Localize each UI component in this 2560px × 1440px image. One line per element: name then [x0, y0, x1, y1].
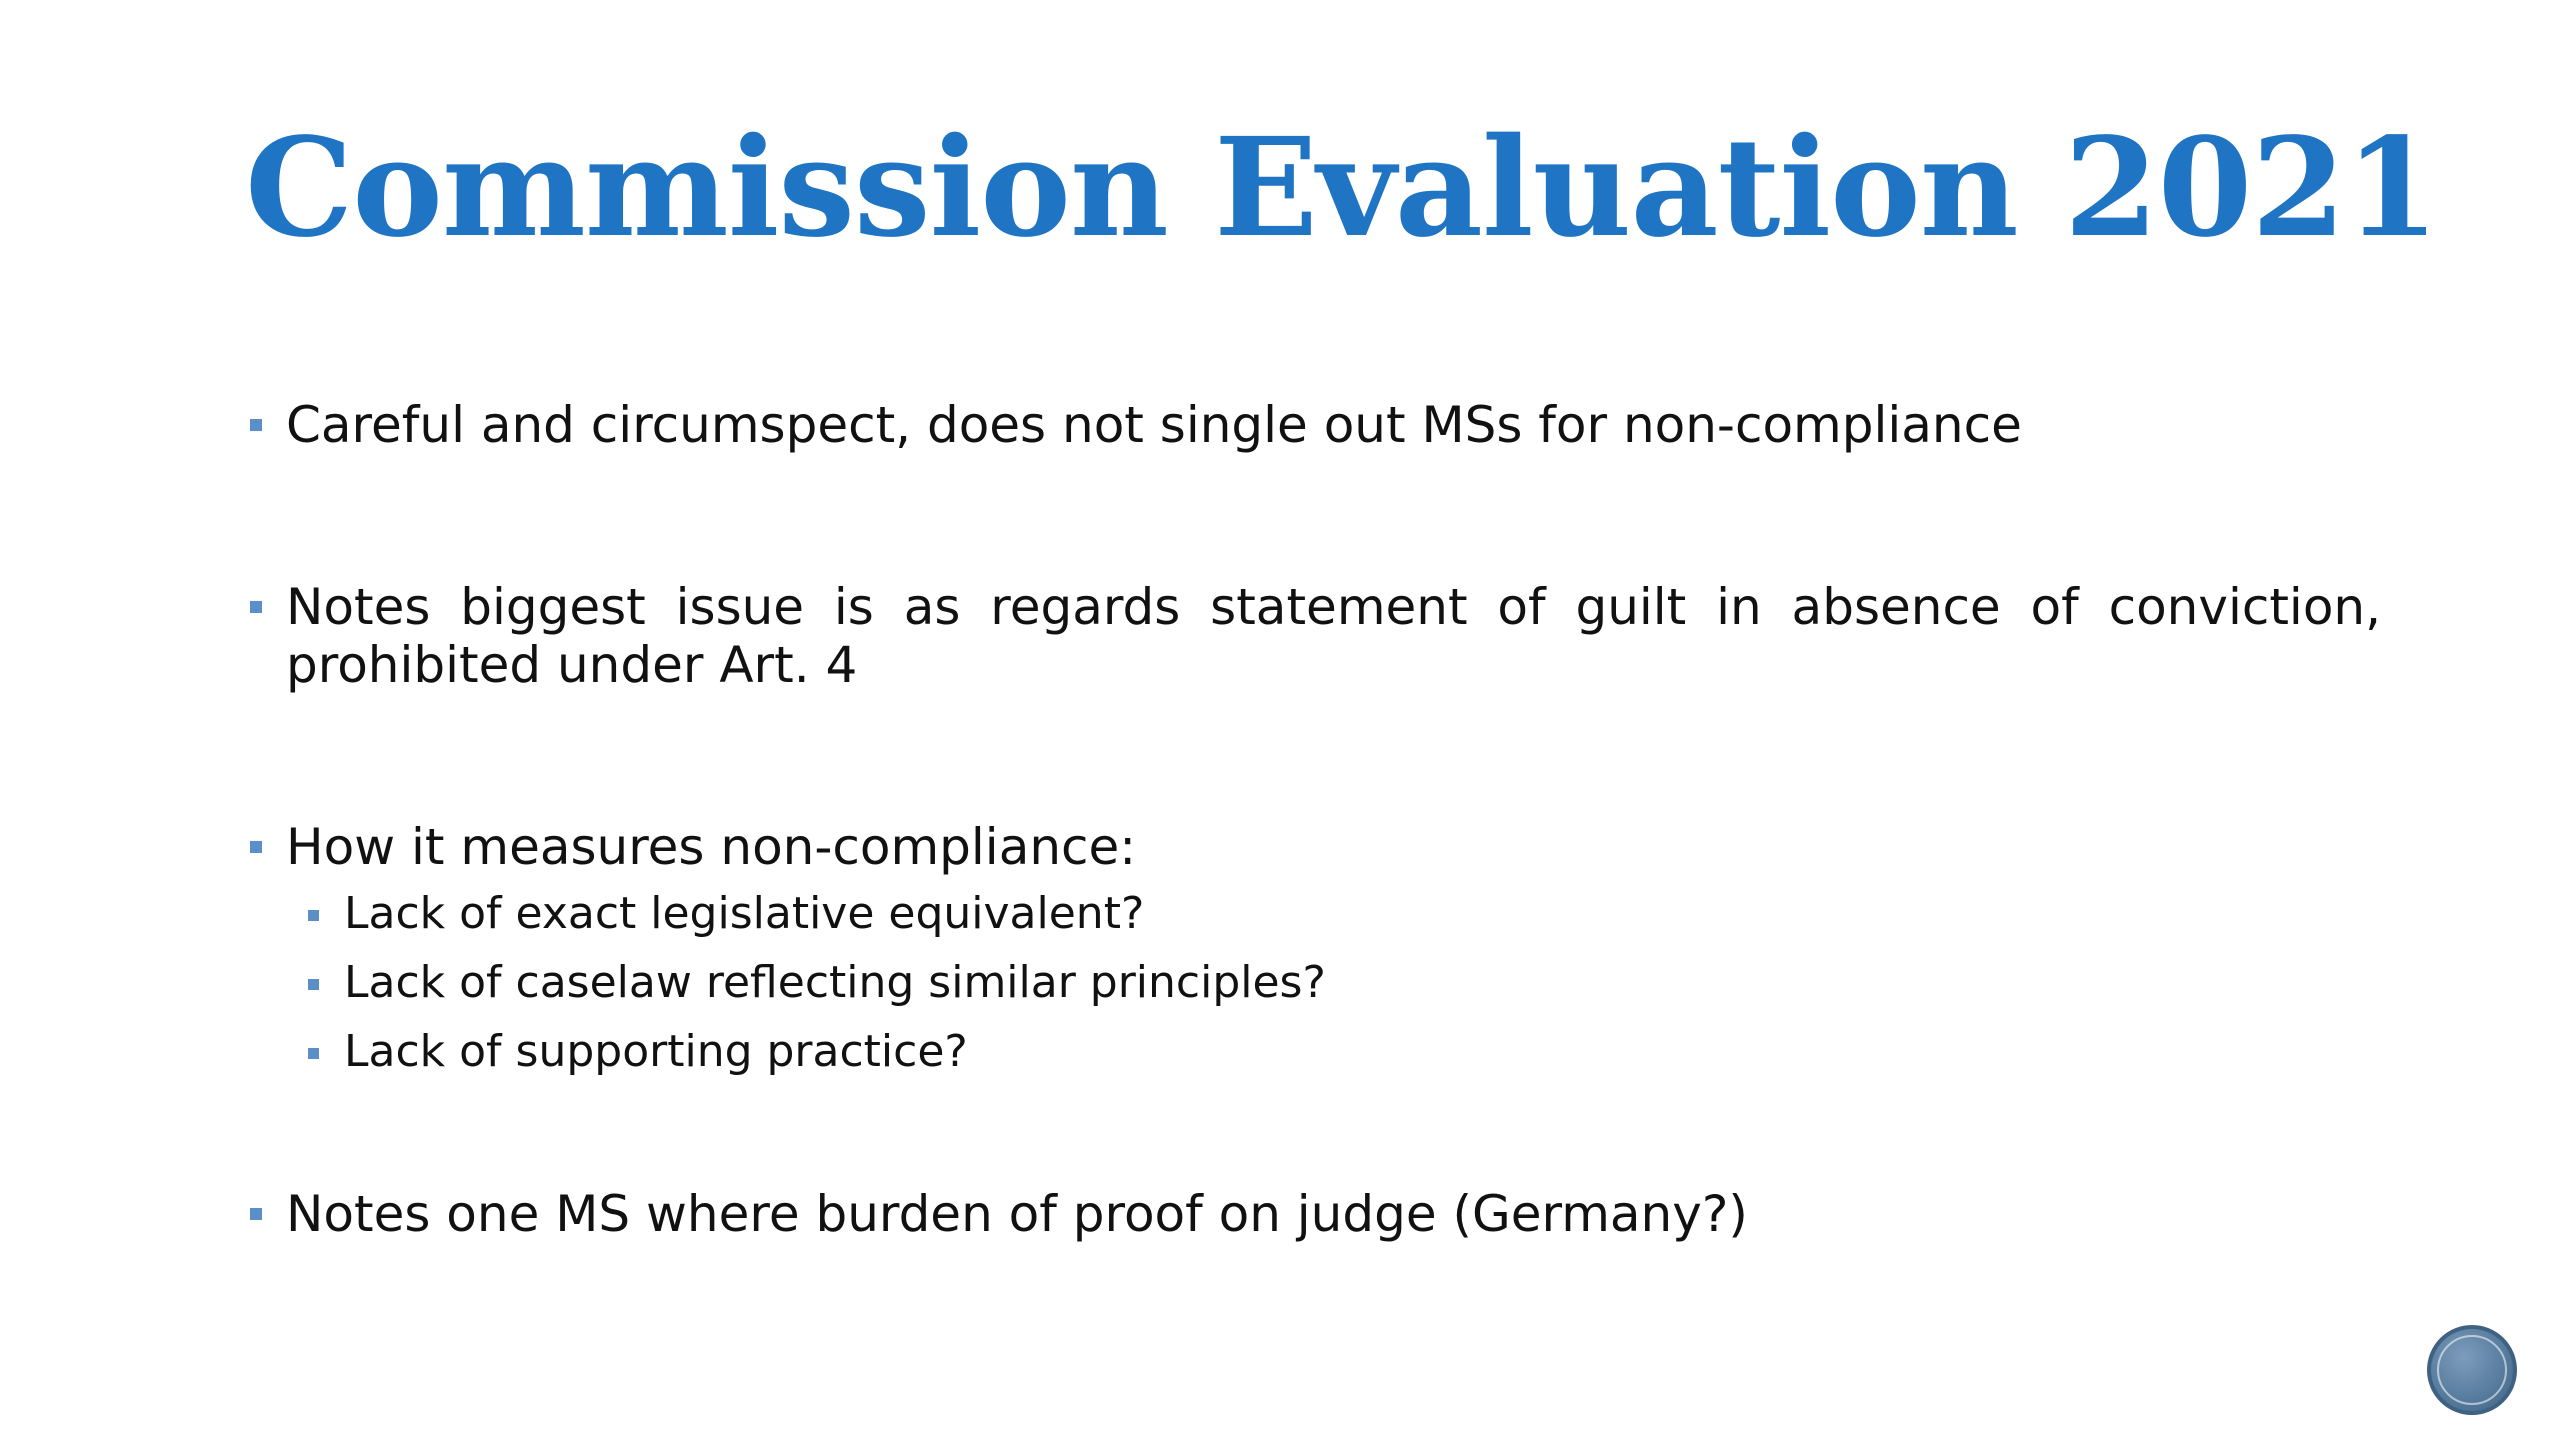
- bullet-text: How it measures non-compliance:: [286, 818, 1137, 876]
- sub-bullet-marker-icon: [308, 1048, 319, 1059]
- bullet-marker-icon: [250, 841, 262, 853]
- sub-bullet-marker-icon: [308, 979, 319, 990]
- bullet-text: Notes one MS where burden of proof on judge (Germany?): [286, 1185, 1748, 1243]
- bullet-text: Notes biggest issue is as regards statement of guilt in absence of conviction, prohibited under Art. 4: [286, 578, 2381, 694]
- sub-bullet-text: Lack of exact legislative equivalent?: [344, 888, 1145, 939]
- sub-bullet-text: Lack of caselaw reflecting similar principles?: [344, 957, 1326, 1008]
- bullet-text: Careful and circumspect, does not single out MSs for non-compliance: [286, 396, 2022, 454]
- bullet-marker-icon: [250, 419, 262, 431]
- sub-bullet-text: Lack of supporting practice?: [344, 1026, 968, 1077]
- slide-title: Commission Evaluation 2021: [245, 108, 2439, 268]
- seal-logo-icon: [2427, 1325, 2517, 1415]
- bullet-marker-icon: [250, 601, 262, 613]
- sub-bullet-marker-icon: [308, 910, 319, 921]
- bullet-marker-icon: [250, 1208, 262, 1220]
